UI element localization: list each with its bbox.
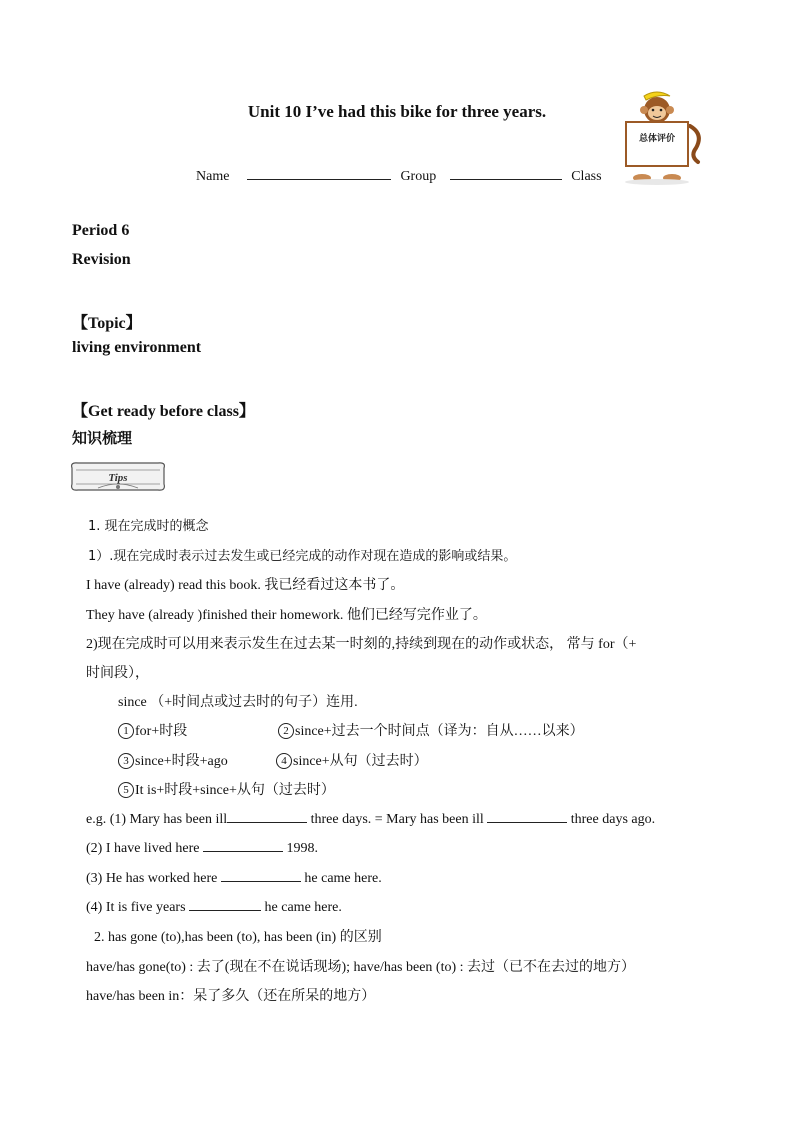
exercise-1-part-c: three days ago.: [567, 812, 656, 827]
exercise-1-blank-2[interactable]: [487, 809, 567, 823]
exercise-3-part-a: (3) He has worked here: [86, 871, 221, 886]
circled-number-5: 5: [118, 782, 134, 798]
get-ready-heading: 【Get ready before class】: [72, 403, 255, 420]
group-label: Group: [400, 169, 437, 184]
exercise-1-blank-1[interactable]: [227, 809, 307, 823]
rule-item-4: [276, 750, 428, 770]
example-sentence-2: They have (already )finished their homework. 他们已经写完作业了。: [86, 608, 487, 623]
circled-number-4: 4: [276, 753, 292, 769]
exercise-2-part-a: (2) I have lived here: [86, 841, 203, 856]
exercise-3-part-b: he came here.: [300, 871, 382, 886]
exercise-4-blank[interactable]: [189, 897, 261, 911]
rule-item-5: [118, 779, 335, 799]
exercise-3-blank[interactable]: [221, 868, 301, 882]
rule-item-3-text: since+时段+ago: [135, 754, 228, 769]
rule-item-3: [118, 750, 228, 770]
concept-rule-2-cont: 时间段），: [86, 666, 149, 681]
topic-heading: 【Topic】: [72, 315, 142, 332]
example-sentence-1: I have (already) read this book. 我已经看过这本书了。: [86, 578, 405, 593]
rule-item-1: [118, 720, 187, 740]
exercise-4: [86, 897, 342, 916]
name-blank[interactable]: [247, 165, 391, 180]
concept-rule-2: 2)现在完成时可以用来表示发生在过去某一时刻的,持续到现在的动作或状态， 常与 for（+: [86, 637, 637, 652]
section-2-rule-b: have/has been in：呆了多久（还在所呆的地方）: [86, 989, 376, 1004]
tips-label: Tips: [108, 472, 128, 484]
exercise-2-blank[interactable]: [203, 838, 283, 852]
exercise-4-part-a: (4) It is five years: [86, 900, 190, 915]
name-label: Name: [196, 169, 230, 184]
circled-number-3: 3: [118, 753, 134, 769]
exercise-1: [86, 809, 655, 828]
knowledge-heading: 知识梳理: [72, 429, 133, 447]
circled-number-1: 1: [118, 723, 134, 739]
concept-rule-1: 1）.现在完成时表示过去发生或已经完成的动作对现在造成的影响或结果。: [88, 549, 517, 564]
period-heading: Period 6: [72, 222, 130, 239]
student-info-line: [196, 165, 602, 185]
exercise-2-part-b: 1998.: [283, 841, 318, 856]
section-2-heading: 2. has gone (to),has been (to), has been (in) 的区别: [94, 930, 382, 945]
concept-title: 1. 现在完成时的概念: [88, 519, 209, 534]
monkey-evaluation-badge-icon: [612, 86, 702, 186]
exercise-3: [86, 868, 382, 887]
rule-item-1-text: for+时段: [135, 724, 188, 739]
circled-number-2: 2: [278, 723, 294, 739]
rule-item-2: [278, 720, 584, 740]
topic-text: living environment: [72, 339, 202, 356]
rule-item-5-text: It is+时段+since+从句（过去时）: [135, 783, 335, 798]
badge-label: 总体评价: [638, 134, 676, 144]
revision-heading: Revision: [72, 251, 131, 268]
class-label: Class: [571, 169, 602, 184]
exercise-1-part-a: e.g. (1) Mary has been ill: [86, 812, 228, 827]
group-blank[interactable]: [450, 165, 562, 180]
exercise-1-part-b: three days. = Mary has been ill: [307, 812, 488, 827]
rule-item-4-text: since+从句（过去时）: [293, 754, 428, 769]
exercise-2: [86, 838, 318, 857]
exercise-4-part-b: he came here.: [261, 900, 342, 915]
rule-item-2-text: since+过去一个时间点（译为：自从……以来）: [295, 724, 584, 739]
since-usage: since （+时间点或过去时的句子）连用.: [118, 695, 358, 710]
section-2-rule-a: have/has gone(to) : 去了(现在不在说话现场); have/has been (to) : 去过（已不在去过的地方）: [86, 960, 636, 975]
tips-banner-icon: [68, 460, 168, 494]
page-title: Unit 10 I’ve had this bike for three years.: [247, 102, 547, 121]
